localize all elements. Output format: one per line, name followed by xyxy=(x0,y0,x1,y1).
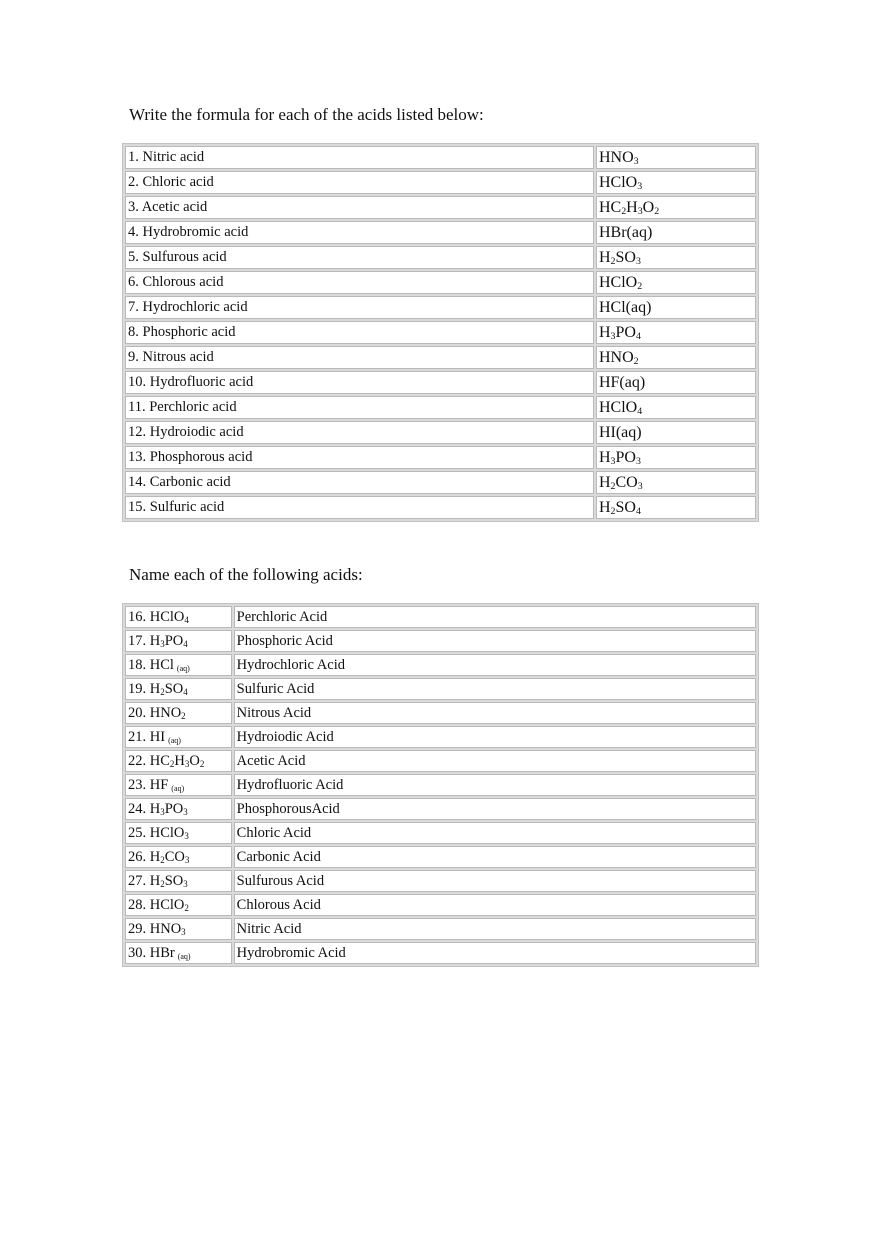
formula-cell: 16. HClO$_4$ xyxy=(125,606,232,628)
formula-answer-cell: $H_3PO_3$ xyxy=(596,446,756,469)
acid-name-answer-cell: PhosphorousAcid xyxy=(234,798,756,820)
table-row xyxy=(125,246,756,269)
formula-cell: 19. $H_2SO_4$ xyxy=(125,678,232,700)
acid-name-cell: 4. Hydrobromic acid xyxy=(125,221,594,244)
formula-answer-cell: $H_2SO_4$ xyxy=(596,496,756,519)
table-row xyxy=(125,750,756,772)
acid-name-answer-cell: Nitric Acid xyxy=(234,918,756,940)
formula-cell: 26. $H_2CO_3$ xyxy=(125,846,232,868)
acid-name-cell: 7. Hydrochloric acid xyxy=(125,296,594,319)
formula-answer-cell: $H_3PO_4$ xyxy=(596,321,756,344)
formula-answer-cell: HClO$_3$ xyxy=(596,171,756,194)
acid-name-answer-cell: Sulfuric Acid xyxy=(234,678,756,700)
table-row xyxy=(125,846,756,868)
section2-heading: Name each of the following acids: xyxy=(129,565,363,584)
acid-name-answer-cell: Chlorous Acid xyxy=(234,894,756,916)
formula-answer-cell: HI(aq) xyxy=(596,421,756,444)
formula-cell: 20. $HNO_2$ xyxy=(125,702,232,724)
acid-name-cell: 6. Chlorous acid xyxy=(125,271,594,294)
formula-answer-cell: HBr(aq) xyxy=(596,221,756,244)
acid-name-cell: 5. Sulfurous acid xyxy=(125,246,594,269)
table-row xyxy=(125,196,756,219)
table-row xyxy=(125,396,756,419)
table-row xyxy=(125,606,756,628)
table-row xyxy=(125,774,756,796)
acid-name-answer-cell: Chloric Acid xyxy=(234,822,756,844)
table-row xyxy=(125,346,756,369)
formula-answer-cell: $H_2SO_3$ xyxy=(596,246,756,269)
acid-name-cell: 14. Carbonic acid xyxy=(125,471,594,494)
formula-cell: 30. HBr $_{(aq)}$ xyxy=(125,942,232,964)
acid-name-answer-cell: Phosphoric Acid xyxy=(234,630,756,652)
formula-cell: 21. HI $_{(aq)}$ xyxy=(125,726,232,748)
acid-name-cell: 9. Nitrous acid xyxy=(125,346,594,369)
acid-name-cell: 11. Perchloric acid xyxy=(125,396,594,419)
table-row xyxy=(125,822,756,844)
acid-name-answer-cell: Perchloric Acid xyxy=(234,606,756,628)
table-row xyxy=(125,726,756,748)
acid-name-cell: 3. Acetic acid xyxy=(125,196,594,219)
formula-cell: 22. $HC_2H_3O_2$ xyxy=(125,750,232,772)
table-row xyxy=(125,371,756,394)
acid-name-answer-cell: Acetic Acid xyxy=(234,750,756,772)
acid-name-to-formula-table xyxy=(122,143,759,522)
acid-name-cell: 2. Chloric acid xyxy=(125,171,594,194)
acid-name-answer-cell: Hydrofluoric Acid xyxy=(234,774,756,796)
acid-name-cell: 10. Hydrofluoric acid xyxy=(125,371,594,394)
table-row xyxy=(125,702,756,724)
table-row xyxy=(125,421,756,444)
table-row xyxy=(125,942,756,964)
formula-cell: 18. HCl $_{(aq)}$ xyxy=(125,654,232,676)
formula-answer-cell: HClO$_4$ xyxy=(596,396,756,419)
table-row xyxy=(125,630,756,652)
formula-cell: 28. HClO$_2$ xyxy=(125,894,232,916)
acid-name-answer-cell: Sulfurous Acid xyxy=(234,870,756,892)
table-row xyxy=(125,894,756,916)
table-row xyxy=(125,221,756,244)
formula-cell: 27. $H_2SO_3$ xyxy=(125,870,232,892)
formula-cell: 29. $HNO_3$ xyxy=(125,918,232,940)
acid-name-cell: 1. Nitric acid xyxy=(125,146,594,169)
formula-answer-cell: $HNO_2$ xyxy=(596,346,756,369)
formula-answer-cell: $HC_2H_3O_2$ xyxy=(596,196,756,219)
formula-answer-cell: HF(aq) xyxy=(596,371,756,394)
table-row xyxy=(125,446,756,469)
acid-name-answer-cell: Hydrochloric Acid xyxy=(234,654,756,676)
acid-name-answer-cell: Hydrobromic Acid xyxy=(234,942,756,964)
table-row xyxy=(125,654,756,676)
table-row xyxy=(125,471,756,494)
table-row xyxy=(125,798,756,820)
formula-cell: 25. HClO$_3$ xyxy=(125,822,232,844)
acid-name-answer-cell: Carbonic Acid xyxy=(234,846,756,868)
formula-answer-cell: $HNO_3$ xyxy=(596,146,756,169)
table-row xyxy=(125,146,756,169)
formula-answer-cell: HCl(aq) xyxy=(596,296,756,319)
acid-name-cell: 13. Phosphorous acid xyxy=(125,446,594,469)
formula-cell: 23. HF $_{(aq)}$ xyxy=(125,774,232,796)
acid-name-cell: 12. Hydroiodic acid xyxy=(125,421,594,444)
table-row xyxy=(125,678,756,700)
formula-answer-cell: $H_2CO_3$ xyxy=(596,471,756,494)
table-row xyxy=(125,918,756,940)
formula-answer-cell: HClO$_2$ xyxy=(596,271,756,294)
table-row xyxy=(125,171,756,194)
table-row xyxy=(125,496,756,519)
acid-name-cell: 8. Phosphoric acid xyxy=(125,321,594,344)
table-row xyxy=(125,296,756,319)
formula-cell: 24. $H_3PO_3$ xyxy=(125,798,232,820)
formula-to-acid-name-table xyxy=(122,603,759,967)
acid-name-answer-cell: Nitrous Acid xyxy=(234,702,756,724)
table-row xyxy=(125,321,756,344)
formula-cell: 17. $H_3PO_4$ xyxy=(125,630,232,652)
section1-heading: Write the formula for each of the acids listed below: xyxy=(129,105,484,124)
acid-name-answer-cell: Hydroiodic Acid xyxy=(234,726,756,748)
acid-name-cell: 15. Sulfuric acid xyxy=(125,496,594,519)
table-row xyxy=(125,870,756,892)
table-row xyxy=(125,271,756,294)
